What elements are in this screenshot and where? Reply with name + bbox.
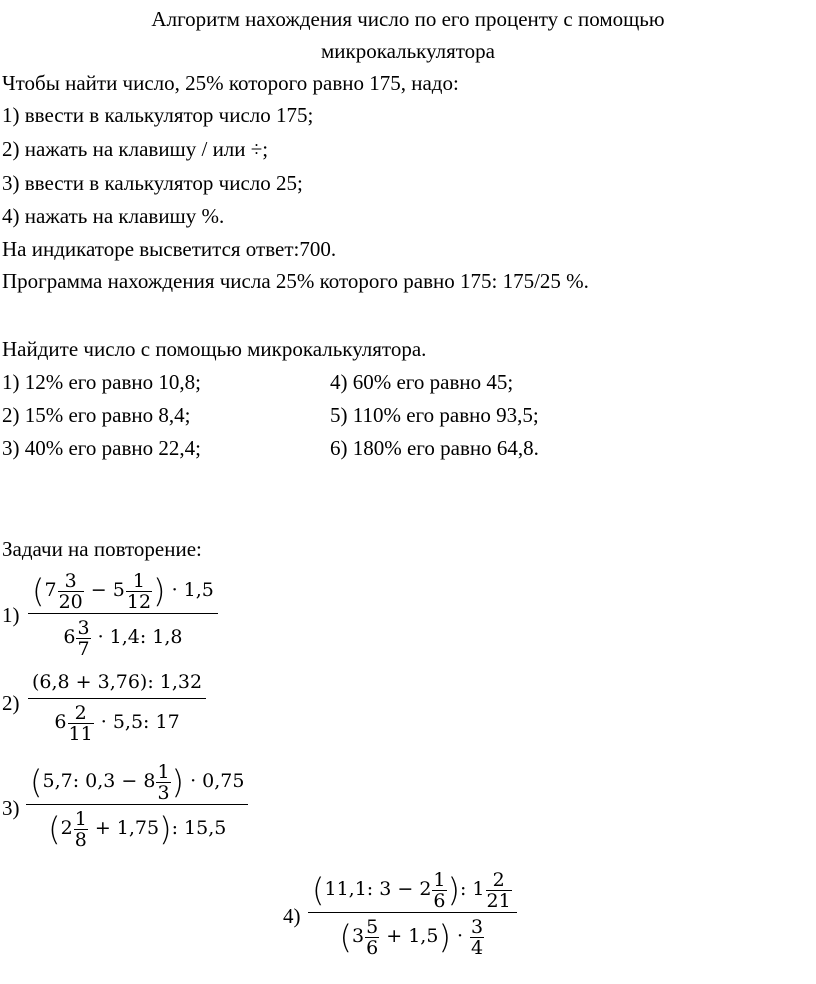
algorithm-intro: Чтобы найти число, 25% которого равно 175, надо: bbox=[2, 71, 459, 95]
algorithm-step-1: 1) ввести в калькулятор число 175; bbox=[2, 103, 314, 127]
exercise-item-1: 1) 12% его равно 10,8; bbox=[2, 370, 201, 394]
exercise-item-5: 5) 110% его равно 93,5; bbox=[330, 403, 539, 427]
problem-4-expression: (11,1: 3 − 2 $\frac{1}{6}$ ): 1 $\frac{2}{21}$ (3 $\frac{5}{6}$ + 1,5) · $\frac{3}{4}$ bbox=[308, 866, 517, 959]
problem-3-label: 3) bbox=[2, 796, 20, 820]
problem-1-expression: (7 $\frac{3}{20}$ − 5 $\frac{1}{12}$ ) · 1,5 6 $\frac{3}{7}$ · 1,4: 1,8 bbox=[28, 567, 218, 660]
algorithm-step-3: 3) ввести в калькулятор число 25; bbox=[2, 171, 303, 195]
title-line-1: Алгоритм нахождения число по его проценту с помощью bbox=[151, 7, 665, 31]
exercise-item-6: 6) 180% его равно 64,8. bbox=[330, 436, 539, 460]
problem-2-label: 2) bbox=[2, 691, 20, 715]
algorithm-result: На индикаторе высветится ответ:700. bbox=[2, 237, 337, 261]
exercise-item-2: 2) 15% его равно 8,4; bbox=[2, 403, 191, 427]
algorithm-step-4: 4) нажать на клавишу %. bbox=[2, 204, 225, 228]
problem-1-label: 1) bbox=[2, 603, 20, 627]
algorithm-step-2: 2) нажать на клавишу / или ÷; bbox=[2, 137, 269, 161]
exercise-item-4: 4) 60% его равно 45; bbox=[330, 370, 514, 394]
exercise-item-3: 3) 40% его равно 22,4; bbox=[2, 436, 201, 460]
problem-4-label: 4) bbox=[283, 904, 301, 928]
exercise-heading: Найдите число с помощью микрокалькулятора. bbox=[2, 337, 427, 361]
problem-3-expression: (5,7: 0,3 − 8 $\frac{1}{3}$ ) · 0,75 (2 $\frac{1}{8}$ + 1,75): 15,5 bbox=[26, 758, 248, 851]
review-heading: Задачи на повторение: bbox=[2, 537, 202, 561]
title-line-2: микрокалькулятора bbox=[320, 39, 496, 63]
problem-2-expression: (6,8 + 3,76): 1,32 6 $\frac{2}{11}$ · 5,5: 17 bbox=[28, 660, 206, 745]
algorithm-program: Программа нахождения числа 25% которого равно 175: 175/25 %. bbox=[2, 269, 589, 293]
